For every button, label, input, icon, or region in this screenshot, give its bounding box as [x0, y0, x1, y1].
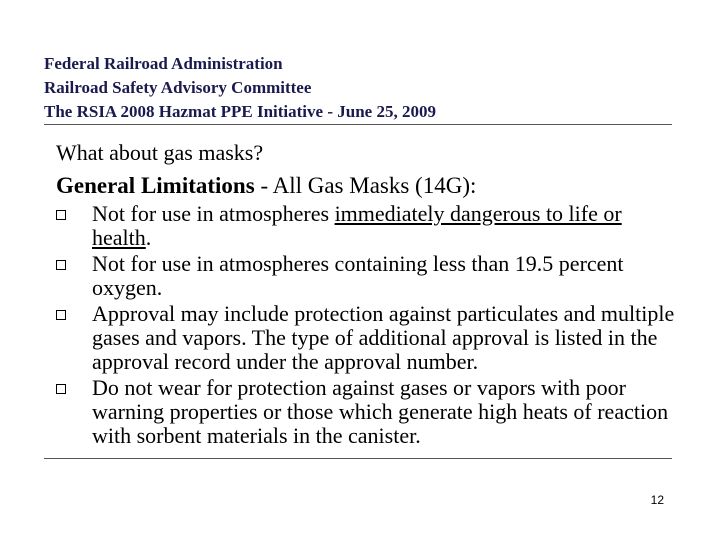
- slide-header: [44, 52, 436, 124]
- header-divider: [44, 124, 672, 125]
- slide-subtitle: What about gas masks?: [56, 140, 264, 165]
- header-line-initiative: The RSIA 2008 Hazmat PPE Initiative - June 25, 2009: [44, 102, 436, 121]
- header-line-committee: Railroad Safety Advisory Committee: [44, 78, 312, 97]
- list-item-text: Not for use in atmospheres containing less than 19.5 percent oxygen.: [92, 251, 624, 300]
- list-item: [56, 252, 676, 300]
- lead-heading: [56, 172, 676, 200]
- slide-body: [56, 140, 676, 448]
- lead-heading-rest: - All Gas Masks (14G):: [254, 173, 477, 198]
- limitations-list: [56, 202, 676, 448]
- hollow-square-bullet-icon: [56, 260, 66, 270]
- list-item: [56, 302, 676, 374]
- hollow-square-bullet-icon: [56, 210, 66, 220]
- list-item-underlined-phrase: immediately dangerous to life or health: [92, 201, 622, 250]
- list-item-text: [92, 201, 622, 250]
- list-item: [56, 202, 676, 250]
- hollow-square-bullet-icon: [56, 384, 66, 394]
- list-item-text: Do not wear for protection against gases or vapors with poor warning properties or those which generate high heats of reaction with sorbent materials in the canister.: [92, 375, 669, 448]
- list-item-text-end: .: [145, 225, 152, 250]
- list-item: [56, 376, 676, 448]
- hollow-square-bullet-icon: [56, 310, 66, 320]
- page-number: 12: [650, 493, 664, 507]
- header-line-agency: Federal Railroad Administration: [44, 54, 283, 73]
- list-item-text: Approval may include protection against particulates and multiple gases and vapors. The type of additional approval is listed in the approval record under the approval number.: [92, 301, 675, 374]
- list-item-text-start: Not for use in atmospheres: [92, 201, 335, 226]
- lead-heading-bold: General Limitations: [56, 173, 255, 198]
- footer-divider: [44, 458, 672, 459]
